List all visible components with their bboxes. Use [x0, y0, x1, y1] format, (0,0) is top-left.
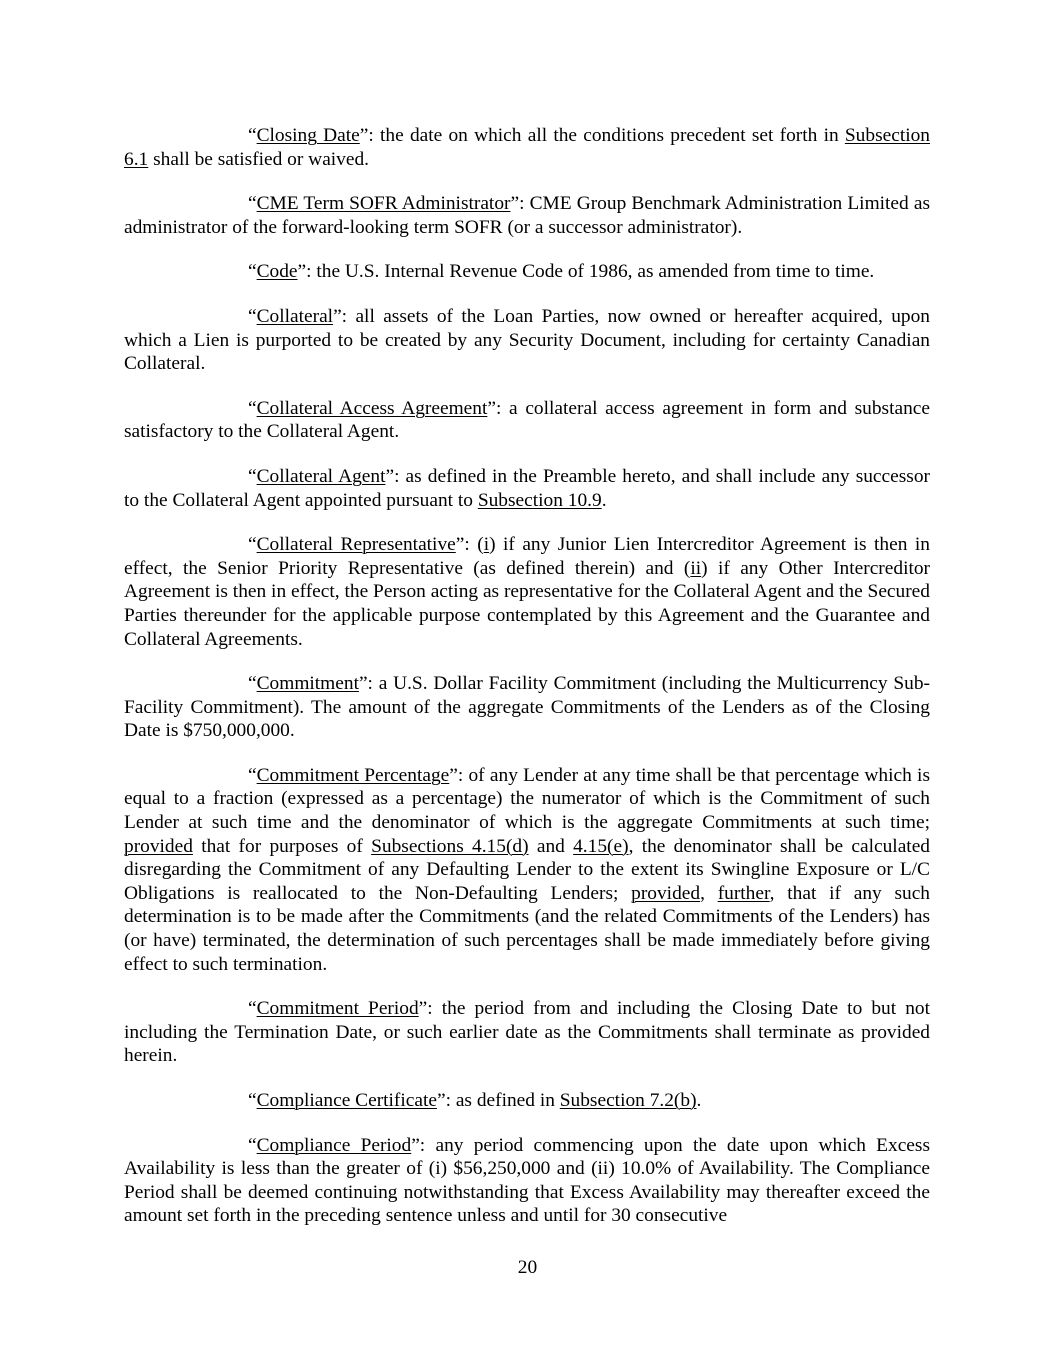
definition-collateral: “Collateral”: all assets of the Loan Parties, now owned or hereafter acquired, upon which a Lien is purported to be created by any Security Document, including for certainty Canadian Collateral. — [124, 305, 930, 375]
term-collateral-access-agreement: Collateral Access Agreement — [256, 397, 488, 419]
proviso-provided: provided — [124, 835, 193, 857]
term-code: Code — [256, 261, 298, 283]
definition-cme-term-sofr-administrator: “CME Term SOFR Administrator”: CME Group Benchmark Administration Limited as administrator of the forward-looking term SOFR (or a successor administrator). — [124, 193, 930, 238]
term-collateral-agent: Collateral Agent — [256, 465, 386, 487]
definition-code: “Code”: the U.S. Internal Revenue Code of 1986, as amended from time to time. — [248, 261, 875, 283]
ref-subsections-4-15-d: Subsections 4.15(d) — [371, 835, 529, 857]
document-page — [124, 124, 930, 1228]
proviso-provided-2: provided — [631, 882, 701, 904]
term-commitment-period: Commitment Period — [256, 998, 419, 1020]
ref-subsection-4-15-e: 4.15(e) — [573, 835, 629, 857]
term-commitment-percentage: Commitment Percentage — [256, 764, 450, 786]
ref-subsection-7-2-b: Subsection 7.2(b) — [559, 1090, 697, 1111]
clause-ii: ii — [690, 557, 702, 579]
definition-collateral-representative: “Collateral Representative”: (i) if any Junior Lien Intercreditor Agreement is then in effect, the Senior Priority Representative (as defined therein) and (ii) if any Other Intercreditor Agreement is then in effect, the Person acting as representative for the Collateral Agent and the Secured Parties thereunder for the applicable purpose contemplated by this Agreement and the Guarantee and Collateral Agreements. — [124, 534, 930, 650]
definition-commitment-period: “Commitment Period”: the period from and including the Closing Date to but not including the Termination Date, or such earlier date as the Commitments shall terminate as provided herein. — [124, 998, 930, 1067]
ref-subsection-10-9: Subsection 10.9 — [477, 489, 602, 511]
definition-compliance-certificate: “Compliance Certificate”: as defined in Subsection 7.2(b). — [248, 1090, 702, 1111]
term-compliance-certificate: Compliance Certificate — [256, 1090, 437, 1111]
ref-subsection-6-1: Subsection 6.1 — [124, 125, 930, 170]
term-commitment: Commitment — [256, 673, 359, 695]
term-compliance-period: Compliance Period — [256, 1134, 412, 1156]
term-collateral: Collateral — [256, 305, 334, 327]
clause-i: i — [483, 534, 490, 556]
definition-closing-date: “Closing Date”: the date on which all the conditions precedent set forth in Subsection 6.1 shall be satisfied or waived. — [124, 125, 930, 170]
definition-commitment-percentage: “Commitment Percentage”: of any Lender at any time shall be that percentage which is equal to a fraction (expressed as a percentage) the numerator of which is the Commitment of such Lender at such time and the denominator of which is the aggregate Commitments at such time; provided that for purposes of Subsections 4.15(d) and 4.15(e), the denominator shall be calculated disregarding the Commitment of any Defaulting Lender to the extent its Swingline Exposure or L/C Obligations is reallocated to the Non-Defaulting Lenders; provided, further, that if any such determination is to be made after the Commitments (and the related Commitments of the Lenders) has (or have) terminated, the determination of such percentages shall be made immediately before giving effect to such termination. — [124, 764, 931, 975]
definition-collateral-access-agreement: “Collateral Access Agreement”: a collateral access agreement in form and substance satisfactory to the Collateral Agent. — [124, 397, 930, 443]
definition-compliance-period: “Compliance Period”: any period commencing upon the date upon which Excess Availability is less than the greater of (i) $56,250,000 and (ii) 10.0% of Availability. The Compliance Period shall be deemed continuing notwithstanding that Excess Availability may thereafter exceed the amount set forth in the preceding sentence unless and until for 30 consecutive — [124, 1134, 931, 1227]
definition-collateral-agent: “Collateral Agent”: as defined in the Preamble hereto, and shall include any successor to the Collateral Agent appointed pursuant to Subsection 10.9. — [124, 465, 930, 511]
term-closing-date: Closing Date — [256, 125, 360, 146]
page-number: 20 — [517, 1257, 538, 1278]
definition-commitment: “Commitment”: a U.S. Dollar Facility Commitment (including the Multicurrency Sub-Facility Commitment). The amount of the aggregate Commitments of the Lenders as of the Closing Date is $750,000,000. — [124, 673, 930, 742]
term-cme-term-sofr-administrator: CME Term SOFR Administrator — [256, 193, 511, 215]
term-collateral-representative: Collateral Representative — [256, 534, 456, 556]
proviso-further: further — [717, 882, 770, 904]
